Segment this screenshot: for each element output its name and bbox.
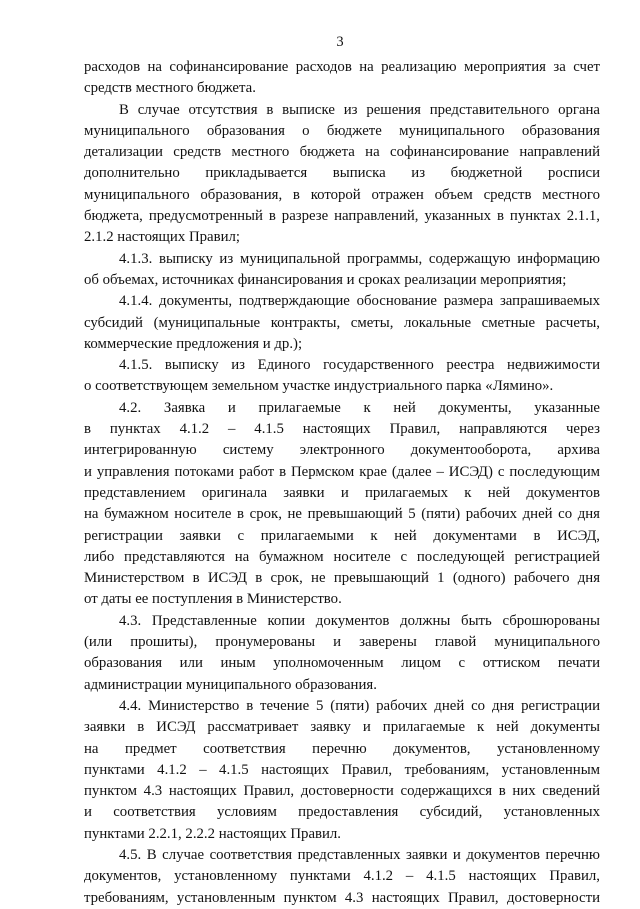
text-line: на предмет соответствия перечню документов, установленному [84, 740, 600, 757]
paragraph-4-1-3 [84, 249, 600, 292]
text-line: пунктами 2.2.1, 2.2.2 настоящих Правил. [84, 825, 342, 842]
text-line: образования или иным уполномоченным лицом с оттиском печати [84, 655, 600, 672]
text-line: расходов на софинансирование расходов на реализацию мероприятия за счет [84, 59, 600, 75]
text-line: об объемах, источниках финансирования и сроках реализации мероприятия; [84, 271, 567, 288]
text-line: коммерческие предложения и др.); [84, 335, 303, 352]
text-line: и соответствия условиям предоставления субсидий, установленных [84, 804, 600, 821]
paragraph-4-4 [84, 696, 600, 845]
text-line: муниципального образования, в которой отражен объем средств местного [84, 186, 600, 203]
text-line: В случае отсутствия в выписке из решения представительного органа [119, 101, 600, 118]
paragraph-budget-extract [84, 100, 600, 249]
text-line: документов, установленному пунктами 4.1.2 – 4.1.5 настоящих Правил, [84, 868, 600, 885]
text-line: дополнительно прикладывается выписка из бюджетной росписи [84, 165, 600, 182]
text-line: 4.1.4. документы, подтверждающие обоснование размера запрашиваемых [119, 293, 600, 310]
text-line: 4.2. Заявка и прилагаемые к ней документы, указанные [119, 399, 600, 416]
text-line: пунктами 4.1.2 – 4.1.5 настоящих Правил, требованиям, установленным [84, 761, 600, 778]
paragraph-4-1-4 [84, 291, 600, 355]
text-line: 4.1.5. выписку из Единого государственного реестра недвижимости [119, 357, 600, 374]
text-line: регистрации заявки с прилагаемыми к ней документами в ИСЭД, [84, 527, 600, 544]
text-line: 4.5. В случае соответствия представленных заявки и документов перечню [119, 846, 600, 863]
text-line: либо представляются на бумажном носителе с последующей регистрацией [84, 548, 600, 565]
text-line: о соответствующем земельном участке индустриального парка «Лямино». [84, 378, 554, 395]
text-line: заявки в ИСЭД рассматривает заявку и прилагаемые к ней документы [84, 719, 600, 736]
paragraph-continuation [84, 57, 600, 100]
document-body [84, 57, 600, 909]
text-line: требованиям, установленным пунктом 4.3 настоящих Правил, достоверности [84, 889, 600, 906]
text-line: бюджета, предусмотренный в разрезе направлений, указанных в пунктах 2.1.1, [84, 208, 600, 225]
text-line: представлением оригинала заявки и прилагаемых к ней документов [84, 484, 600, 501]
text-line: администрации муниципального образования. [84, 676, 377, 693]
text-line: 4.3. Представленные копии документов должны быть сброшюрованы [119, 612, 600, 629]
text-line: субсидий (муниципальные контракты, сметы, локальные сметные расчеты, [84, 314, 600, 331]
page-number: 3 [336, 34, 344, 50]
text-line: пунктом 4.3 настоящих Правил, достоверности содержащихся в них сведений [84, 783, 600, 800]
paragraph-4-5 [84, 845, 600, 909]
text-line: в пунктах 4.1.2 – 4.1.5 настоящих Правил, направляются через [84, 421, 600, 438]
text-line: средств местного бюджета. [84, 80, 256, 97]
text-line: Министерством в ИСЭД в срок, не превышающий 1 (одного) рабочего дня [84, 570, 600, 587]
text-line: 2.1.2 настоящих Правил; [84, 229, 241, 246]
text-line: и управления потоками работ в Пермском крае (далее – ИСЭД) с последующим [84, 463, 600, 480]
text-line: на бумажном носителе в срок, не превышающий 5 (пяти) рабочих дней со дня [84, 506, 600, 523]
text-line: 4.1.3. выписку из муниципальной программы, содержащую информацию [119, 250, 600, 267]
text-line: (или прошиты), пронумерованы и заверены главой муниципального [84, 634, 600, 651]
text-line: интегрированную систему электронного документооборота, архива [84, 442, 600, 459]
paragraph-4-3 [84, 611, 600, 696]
text-line: от даты ее поступления в Министерство. [84, 591, 342, 608]
paragraph-4-1-5 [84, 355, 600, 398]
paragraph-4-2 [84, 398, 600, 611]
text-line: 4.4. Министерство в течение 5 (пяти) рабочих дней со дня регистрации [119, 697, 600, 714]
text-line: муниципального образования о бюджете муниципального образования [84, 122, 600, 139]
text-line: детализации средств местного бюджета на софинансирование направлений [84, 144, 600, 161]
